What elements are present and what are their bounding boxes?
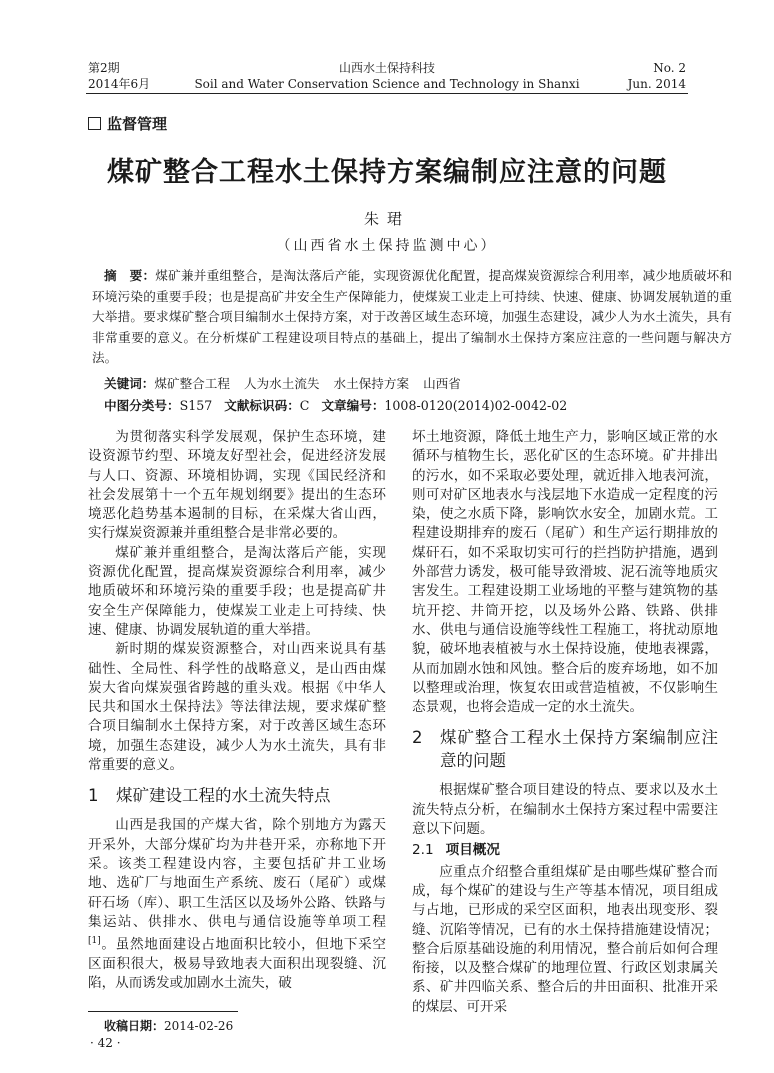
left-column xyxy=(88,428,386,994)
author: 朱珺 xyxy=(363,210,410,228)
paragraph-text: 山西是我国的产煤大省，除个别地方为露天开采外，大部分煤矿均为井巷开采，亦称地下开采。该类工程建设内容，主要包括矿井工业场地、选矿厂与地面生产系统、废石（尾矿）或煤矸石场（库）、职工生活区以及场外公路、铁路与集运站、供排水、供电与通信设施等单项工程 xyxy=(88,817,386,930)
date-en: Jun. 2014 xyxy=(627,77,686,91)
date-cn: 2014年6月 xyxy=(88,77,151,91)
paragraph xyxy=(88,816,386,993)
clc-value: S157 xyxy=(179,398,213,413)
paragraph: 根据煤矿整合项目建设的特点、要求以及水土流失特点分析，在编制水土保持方案过程中需要注意以下问题。 xyxy=(412,782,718,838)
keywords-label: 关键词： xyxy=(104,376,155,391)
right-column xyxy=(412,428,718,1017)
subsection-number: 2.1 xyxy=(412,842,434,859)
section-tag xyxy=(88,113,167,134)
abstract-label: 摘 要： xyxy=(104,268,156,283)
affiliation: （山西省水土保持监测中心） xyxy=(276,238,498,254)
running-header xyxy=(0,0,774,92)
received-label: 收稿日期： xyxy=(104,1019,165,1033)
header-right xyxy=(628,60,686,92)
paragraph: 坏土地资源，降低土地生产力，影响区域正常的水循环与植物生长，恶化矿区的生态环境。矿井排出的污水，如不采取必要处理，就近排入地表河流，则可对矿区地表水与浅层地下水造成一定程度的污染，使之水质下降，影响饮水安全，加剧水荒。工程建设期排弃的废石（尾矿）和生产运行期排放的煤矸石，如不采取切实可行的拦挡防护措施，遇到外部营力诱发，极可能导致滑坡、泥石流等地质灾害发生。工程建设期工业场地的平整与建筑物的基坑开挖、井筒开挖，以及场外公路、铁路、供排水、供电与通信设施等线性工程施工，将扰动原地貌，破坏地表植被与水土保持设施，使地表裸露，从而加剧水蚀和风蚀。整合后的废弃场地，如不加以整理或治理，恢复农田或营造植被，不仅影响生态景观，也将会造成一定的水土流失。 xyxy=(412,429,718,716)
section-heading-text: 煤矿建设工程的水土流失特点 xyxy=(116,786,331,806)
keyword: 人为水土流失 xyxy=(243,376,320,391)
clc-label: 中图分类号： xyxy=(104,398,180,413)
article-no-value: 1008-0120(2014)02-0042-02 xyxy=(384,398,568,413)
section-heading-1 xyxy=(88,784,386,807)
journal-cn: 山西水土保持科技 xyxy=(338,61,435,75)
square-icon xyxy=(88,117,101,130)
received-value: 2014-02-26 xyxy=(164,1019,234,1033)
paragraph: 应重点介绍整合重组煤矿是由哪些煤矿整合而成，每个煤矿的建设与生产等基本情况，项目组成与占地，已形成的采空区面积，地表出现变形、裂缝、沉陷等情况，已有的水土保持措施建设情况；整合后原基础设施的利用情况，整合前后如何合理衔接，以及整合煤矿的地理位置、行政区划隶属关系、矿井四临关系、整合后的井田面积、批准开采的煤层、可开采 xyxy=(412,863,718,1015)
citation-ref: [1] xyxy=(88,936,101,947)
issue-en: No. 2 xyxy=(653,61,686,75)
section-heading-text: 煤矿整合工程水土保持方案编制应注意的问题 xyxy=(440,728,718,771)
keyword: 煤矿整合工程 xyxy=(154,376,230,391)
keywords xyxy=(104,374,734,394)
paragraph: 为贯彻落实科学发展观，保护生态环境，建设资源节约型、环境友好型社会，促进经济发展与人口、资源、环境相协调，实现《国民经济和社会发展第十一个五年规划纲要》提出的生态环境恶化趋势基本遏制的目标，在采煤大省山西，实行煤炭资源兼并重组整合是非常必要的。 xyxy=(88,429,386,542)
section-heading-2 xyxy=(412,726,718,772)
subsection-heading xyxy=(412,841,718,860)
journal-en: Soil and Water Conservation Science and Technology in Shanxi xyxy=(194,77,580,91)
page-number: · 42 · xyxy=(90,1036,121,1050)
article-no-label: 文章编号： xyxy=(321,398,385,413)
section-number: 2 xyxy=(412,728,423,748)
section-tag-label: 监督管理 xyxy=(107,115,168,133)
doc-code-label: 文献标识码： xyxy=(224,398,300,413)
keyword: 山西省 xyxy=(423,376,461,391)
abstract-text: 煤矿兼并重组整合，是淘汰落后产能，实现资源优化配置，提高煤炭资源综合利用率，减少地质破坏和环境污染的重要手段；也是提高矿井安全生产保障能力，使煤炭工业走上可持续、快速、健康、协调发展轨道的重大举措。要求煤矿整合项目编制水土保持方案，对于改善区域生态环境，加强生态建设，减少人为水土流失，具有非常重要的意义。在分析煤矿工程建设项目特点的基础上，提出了编制水土保持方案应注意的一些问题与解决方法。 xyxy=(92,268,733,365)
received-date xyxy=(104,1017,233,1034)
doc-code-value: C xyxy=(299,398,310,413)
section-number: 1 xyxy=(88,786,99,806)
classification-line xyxy=(104,396,744,416)
header-rule xyxy=(86,93,688,94)
paragraph: 新时期的煤炭资源整合，对山西来说具有基础性、全局性、科学性的战略意义，是山西由煤炭大省向煤炭强省跨越的重头戏。根据《中华人民共和国水土保持法》等法律法规，要求煤矿整合项目编制水土保持方案，对于改善区域生态环境，加强生态建设，减少人为水土流失，具有非常重要的意义。 xyxy=(88,641,386,774)
subsection-heading-text: 项目概况 xyxy=(445,842,500,859)
paragraph: 煤矿兼并重组整合，是淘汰落后产能，实现资源优化配置，提高煤炭资源综合利用率，减少地质破坏和环境污染的重要手段；也是提高矿井安全生产保障能力，使煤炭工业走上可持续、快速、健康、协调发展轨道的重大举措。 xyxy=(88,544,386,638)
article-title: 煤矿整合工程水土保持方案编制应注意的问题 xyxy=(107,157,667,188)
abstract xyxy=(92,266,732,369)
keyword: 水土保持方案 xyxy=(333,376,410,391)
issue-cn: 第2期 xyxy=(88,61,120,75)
paragraph-text: 。虽然地面建设占地面积比较小，但地下采空区面积很大，极易导致地表大面积出现裂缝、沉陷，从而诱发或加剧水土流失，破 xyxy=(88,936,386,992)
footnote-rule xyxy=(88,1011,238,1012)
